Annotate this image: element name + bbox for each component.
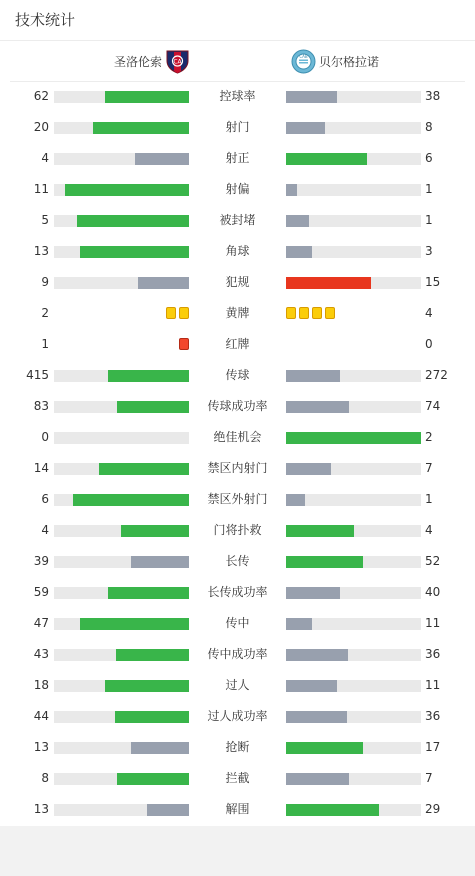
away-stat-bar	[286, 401, 421, 413]
stat-row	[0, 701, 475, 732]
home-stat-value: 59	[33, 585, 49, 599]
home-stat-bar-fill	[93, 122, 189, 134]
home-stat-bar-fill	[108, 587, 189, 599]
yellow-card-icon	[179, 307, 189, 319]
home-stat-value: 83	[33, 399, 49, 413]
away-stat-bar-fill	[286, 246, 312, 258]
home-stat-value: 13	[33, 244, 49, 258]
away-stat-value: 36	[425, 647, 441, 661]
home-stat-value: 47	[33, 616, 49, 630]
away-cards	[286, 307, 335, 319]
home-stat-bar-fill	[65, 184, 189, 196]
page-title: 技术统计	[15, 11, 76, 29]
home-stat-bar-fill	[115, 711, 189, 723]
away-stat-value: 1	[425, 213, 433, 227]
home-stat-bar-fill	[99, 463, 189, 475]
away-team-name: 贝尔格拉诺	[319, 55, 380, 69]
away-stat-bar	[286, 742, 421, 754]
stat-name: 被封堵	[219, 213, 256, 227]
home-stat-value: 6	[41, 492, 49, 506]
home-stat-bar-fill	[131, 556, 189, 568]
belgrano-crest-icon	[291, 49, 316, 74]
away-stat-bar-fill	[286, 91, 337, 103]
home-stat-bar	[54, 215, 189, 227]
stat-name: 拦截	[225, 771, 250, 785]
away-stat-bar	[286, 618, 421, 630]
stat-name: 控球率	[219, 89, 256, 103]
away-stat-bar-fill	[286, 277, 371, 289]
away-stat-value: 2	[425, 430, 433, 444]
away-stat-bar	[286, 804, 421, 816]
home-stat-bar	[54, 401, 189, 413]
away-stat-value: 52	[425, 554, 441, 568]
home-stat-bar-fill	[147, 804, 189, 816]
yellow-card-icon	[286, 307, 296, 319]
stat-name: 过人成功率	[207, 709, 268, 723]
away-stat-value: 74	[425, 399, 441, 413]
home-cards	[179, 338, 189, 350]
home-stat-value: 62	[33, 89, 49, 103]
home-stat-value: 39	[33, 554, 49, 568]
stat-row	[0, 143, 475, 174]
away-stat-bar	[286, 122, 421, 134]
away-stat-value: 17	[425, 740, 441, 754]
home-stat-bar	[54, 277, 189, 289]
away-stat-bar	[286, 494, 421, 506]
away-stat-bar-fill	[286, 618, 312, 630]
stat-name: 传中成功率	[207, 647, 268, 661]
home-stat-value: 9	[41, 275, 49, 289]
home-stat-bar-fill	[117, 773, 189, 785]
title-divider	[0, 40, 475, 41]
home-stat-bar-fill	[131, 742, 189, 754]
stat-row	[0, 515, 475, 546]
home-stat-value: 5	[41, 213, 49, 227]
svg-text:CAB: CAB	[299, 54, 308, 59]
home-stat-bar	[54, 525, 189, 537]
stat-row	[0, 205, 475, 236]
home-stat-value: 44	[33, 709, 49, 723]
stat-row	[0, 329, 475, 360]
away-stat-bar	[286, 525, 421, 537]
home-stat-bar	[54, 649, 189, 661]
home-stat-value: 13	[33, 740, 49, 754]
home-stat-bar-fill	[121, 525, 189, 537]
home-stat-value: 43	[33, 647, 49, 661]
stat-name: 过人	[225, 678, 250, 692]
svg-text:CA: CA	[173, 58, 182, 66]
away-stat-bar	[286, 773, 421, 785]
away-stat-bar-fill	[286, 215, 309, 227]
stat-row	[0, 608, 475, 639]
away-stat-value: 8	[425, 120, 433, 134]
home-stat-bar	[54, 463, 189, 475]
home-stat-value: 2	[41, 306, 49, 320]
stat-name: 射门	[225, 120, 250, 134]
home-stat-value: 4	[41, 523, 49, 537]
away-stat-value: 272	[425, 368, 448, 382]
away-stat-value: 11	[425, 678, 441, 692]
home-stat-bar	[54, 153, 189, 165]
stat-row	[0, 298, 475, 329]
stat-row	[0, 546, 475, 577]
away-stat-bar-fill	[286, 680, 337, 692]
away-stat-bar-fill	[286, 463, 331, 475]
home-stat-bar-fill	[80, 246, 189, 258]
stat-row	[0, 763, 475, 794]
yellow-card-icon	[299, 307, 309, 319]
home-stat-bar-fill	[108, 370, 189, 382]
home-stat-value: 415	[26, 368, 49, 382]
stat-name: 传球	[225, 368, 250, 382]
home-stat-bar	[54, 587, 189, 599]
home-stat-bar	[54, 711, 189, 723]
stat-row	[0, 174, 475, 205]
away-stat-value: 4	[425, 523, 433, 537]
home-stat-value: 8	[41, 771, 49, 785]
home-stat-bar-fill	[80, 618, 189, 630]
home-stat-value: 14	[33, 461, 49, 475]
home-stat-value: 13	[33, 802, 49, 816]
away-stat-bar	[286, 587, 421, 599]
home-stat-bar	[54, 680, 189, 692]
away-stat-value: 36	[425, 709, 441, 723]
away-stat-bar	[286, 184, 421, 196]
home-stat-bar-fill	[135, 153, 189, 165]
away-stat-value: 1	[425, 182, 433, 196]
away-stat-bar	[286, 91, 421, 103]
san-lorenzo-crest-icon	[165, 49, 190, 74]
home-stat-bar	[54, 773, 189, 785]
home-stat-bar	[54, 432, 189, 444]
home-stat-bar-fill	[138, 277, 189, 289]
away-stat-value: 40	[425, 585, 441, 599]
away-stat-bar	[286, 370, 421, 382]
home-stat-bar-fill	[117, 401, 189, 413]
away-stat-bar	[286, 463, 421, 475]
away-stat-bar-fill	[286, 587, 340, 599]
home-cards	[166, 307, 189, 319]
stat-row	[0, 794, 475, 825]
stat-name: 传球成功率	[207, 399, 268, 413]
away-stat-bar-fill	[286, 401, 349, 413]
stat-row	[0, 360, 475, 391]
home-stat-bar	[54, 494, 189, 506]
stat-name: 抢断	[225, 740, 250, 754]
away-stat-value: 15	[425, 275, 441, 289]
stat-name: 传中	[225, 616, 250, 630]
stat-row	[0, 732, 475, 763]
away-stat-value: 38	[425, 89, 441, 103]
stat-name: 禁区内射门	[207, 461, 268, 475]
away-stat-bar	[286, 649, 421, 661]
away-stat-value: 7	[425, 461, 433, 475]
away-stat-bar-fill	[286, 711, 347, 723]
home-stat-value: 0	[41, 430, 49, 444]
home-stat-bar	[54, 556, 189, 568]
away-stat-value: 1	[425, 492, 433, 506]
away-stat-bar-fill	[286, 122, 325, 134]
away-stat-bar-fill	[286, 432, 421, 444]
stat-name: 门将扑救	[213, 523, 262, 537]
stat-row	[0, 484, 475, 515]
home-stat-value: 11	[33, 182, 49, 196]
yellow-card-icon	[166, 307, 176, 319]
stat-row	[0, 112, 475, 143]
stat-row	[0, 81, 475, 112]
away-stat-value: 7	[425, 771, 433, 785]
stat-row	[0, 670, 475, 701]
away-stat-value: 3	[425, 244, 433, 258]
home-stat-bar-fill	[73, 494, 189, 506]
away-stat-value: 4	[425, 306, 433, 320]
stat-row	[0, 267, 475, 298]
away-stat-bar-fill	[286, 556, 363, 568]
stat-row	[0, 453, 475, 484]
home-stat-value: 4	[41, 151, 49, 165]
home-stat-bar-fill	[105, 91, 189, 103]
stat-name: 射正	[225, 151, 250, 165]
home-stat-bar-fill	[77, 215, 189, 227]
away-stat-bar-fill	[286, 773, 349, 785]
stat-name: 长传成功率	[207, 585, 268, 599]
home-stat-bar	[54, 184, 189, 196]
stat-name: 禁区外射门	[207, 492, 268, 506]
home-stat-value: 20	[33, 120, 49, 134]
home-stat-value: 18	[33, 678, 49, 692]
stat-name: 红牌	[225, 337, 250, 351]
away-stat-bar-fill	[286, 525, 354, 537]
stat-name: 犯规	[225, 275, 250, 289]
home-stat-bar-fill	[105, 680, 189, 692]
away-stat-bar	[286, 680, 421, 692]
yellow-card-icon	[312, 307, 322, 319]
stat-name: 黄牌	[225, 306, 250, 320]
home-stat-bar	[54, 804, 189, 816]
away-stat-value: 29	[425, 802, 441, 816]
away-stat-bar	[286, 556, 421, 568]
home-stat-bar	[54, 122, 189, 134]
away-stat-bar-fill	[286, 742, 363, 754]
away-stat-bar	[286, 246, 421, 258]
away-stat-bar-fill	[286, 494, 305, 506]
away-stat-bar-fill	[286, 370, 340, 382]
stat-name: 射偏	[225, 182, 250, 196]
away-stat-bar-fill	[286, 649, 348, 661]
yellow-card-icon	[325, 307, 335, 319]
away-stat-value: 11	[425, 616, 441, 630]
home-stat-bar	[54, 618, 189, 630]
home-stat-bar	[54, 370, 189, 382]
stat-name: 绝佳机会	[213, 430, 262, 444]
away-stat-value: 0	[425, 337, 433, 351]
away-stat-bar-fill	[286, 153, 367, 165]
home-stat-value: 1	[41, 337, 49, 351]
home-team-name: 圣洛伦索	[113, 55, 162, 69]
home-stat-bar	[54, 246, 189, 258]
stat-row	[0, 391, 475, 422]
stat-row	[0, 639, 475, 670]
away-stat-bar	[286, 215, 421, 227]
stat-row	[0, 422, 475, 453]
home-stat-bar	[54, 742, 189, 754]
home-stat-bar	[54, 91, 189, 103]
stat-name: 角球	[225, 244, 250, 258]
stat-name: 长传	[225, 554, 250, 568]
away-stat-bar	[286, 711, 421, 723]
stat-row	[0, 236, 475, 267]
away-stat-bar-fill	[286, 184, 297, 196]
stat-row	[0, 577, 475, 608]
away-stat-bar	[286, 432, 421, 444]
away-stat-value: 6	[425, 151, 433, 165]
home-stat-bar-fill	[116, 649, 189, 661]
stat-name: 解围	[225, 802, 250, 816]
red-card-icon	[179, 338, 189, 350]
away-stat-bar	[286, 153, 421, 165]
away-stat-bar	[286, 277, 421, 289]
away-stat-bar-fill	[286, 804, 379, 816]
